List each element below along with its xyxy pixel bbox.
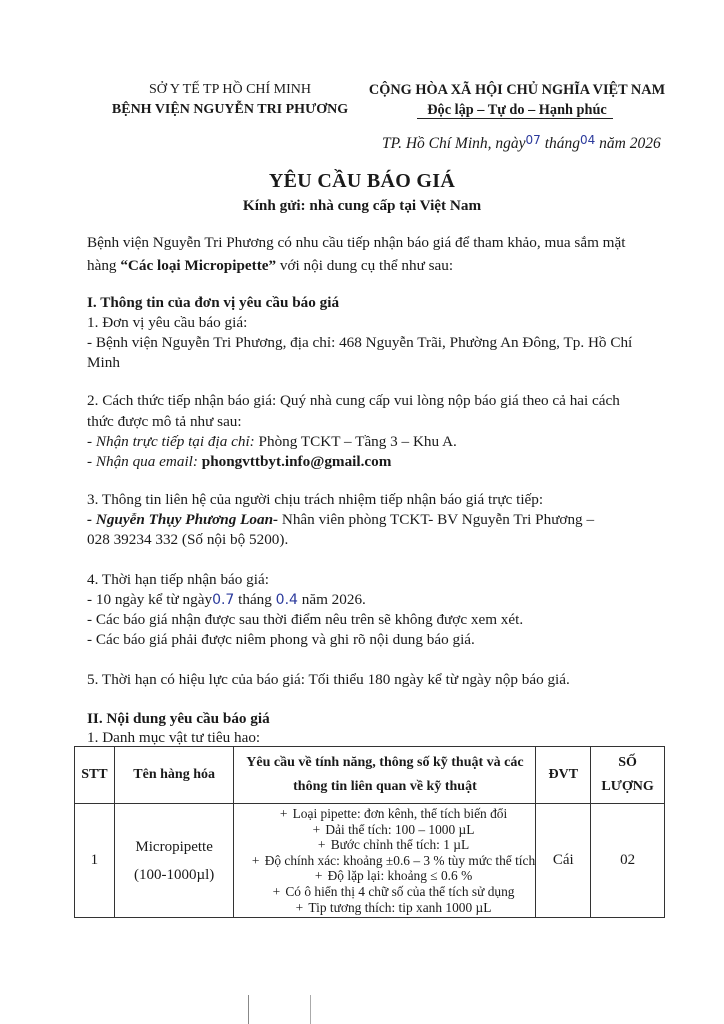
document-recipient: Kính gửi: nhà cung cấp tại Việt Nam: [242, 197, 482, 214]
cell-specs: [234, 804, 536, 918]
item-2-email: - Nhận qua email: phongvttbyt.info@gmail.com: [87, 453, 392, 470]
item-3-phone: 028 39234 332 (Số nội bộ 5200).: [87, 531, 289, 548]
issuer-block: [95, 80, 365, 120]
country-name: CỘNG HÒA XÃ HỘI CHỦ NGHĨA VIỆT NAM: [368, 82, 666, 98]
cell-unit: Cái: [536, 804, 591, 918]
table-row: [75, 804, 665, 918]
national-motto: Độc lập – Tự do – Hạnh phúc: [427, 102, 607, 118]
header-unit: ĐVT: [536, 747, 591, 804]
item-2-line-1: 2. Cách thức tiếp nhận báo giá: Quý nhà cung cấp vui lòng nộp báo giá theo cả hai cách: [87, 392, 620, 409]
handwritten-day: 07: [525, 133, 541, 147]
handwritten-deadline-day: 0.7: [212, 592, 235, 608]
spec-item: + Loại pipette: đơn kênh, thể tích biến đổi: [279, 806, 508, 821]
spec-item: + Có ô hiển thị 4 chữ số của thể tích sử dụng: [272, 883, 515, 899]
email-link[interactable]: phongvttbyt.info@gmail.com: [201, 453, 392, 470]
header-stt: STT: [75, 747, 115, 804]
table-header-row: [75, 747, 665, 804]
section-2-item-1-title: 1. Danh mục vật tư tiêu hao:: [87, 729, 261, 746]
national-header: [362, 80, 672, 120]
handwritten-deadline-month: 0.4: [275, 592, 298, 608]
hospital-name: BỆNH VIỆN NGUYỄN TRI PHƯƠNG: [111, 102, 349, 117]
spec-item: + Độ lặp lại: khoảng ≤ 0.6 %: [314, 868, 473, 884]
contact-name: - Nguyễn Thụy Phương Loan-: [87, 511, 279, 528]
spec-item: + Bước chỉnh thể tích: 1 µL: [317, 837, 470, 853]
item-3-contact: - Nguyễn Thụy Phương Loan- Nhân viên phòng TCKT- BV Nguyễn Tri Phương –: [87, 511, 595, 528]
scan-mark: [310, 995, 311, 1024]
section-2-heading: II. Nội dung yêu cầu báo giá: [87, 710, 270, 727]
document-title: YÊU CẦU BÁO GIÁ: [268, 170, 456, 192]
intro-line-1: Bệnh viện Nguyễn Tri Phương có nhu cầu tiếp nhận báo giá để tham khảo, mua sắm mặt: [87, 234, 626, 251]
item-5-validity: 5. Thời hạn có hiệu lực của báo giá: Tối thiểu 180 ngày kể từ ngày nộp báo giá.: [87, 671, 570, 688]
cell-name: Micropipette (100-1000µl): [114, 804, 234, 918]
items-table: [74, 746, 665, 918]
item-2-direct: - Nhận trực tiếp tại địa chỉ: Phòng TCKT – Tầng 3 – Khu A.: [87, 433, 457, 450]
product-category: “Các loại Micropipette”: [120, 257, 277, 274]
scan-mark: [248, 995, 249, 1024]
item-3-title: 3. Thông tin liên hệ của người chịu trách nhiệm tiếp nhận báo giá trực tiếp:: [87, 491, 544, 508]
item-4-note-2: - Các báo giá phải được niêm phong và ghi rõ nội dung báo giá.: [87, 631, 475, 648]
item-1-address: - Bệnh viện Nguyễn Tri Phương, địa chỉ: 468 Nguyễn Trãi, Phường An Đông, Tp. Hồ Chí: [87, 334, 633, 351]
department-name: SỞ Y TẾ TP HỒ CHÍ MINH: [148, 82, 312, 97]
item-1-title: 1. Đơn vị yêu cầu báo giá:: [87, 314, 248, 331]
handwritten-month: 04: [580, 133, 596, 147]
motto-underline: [417, 118, 613, 119]
spec-item: + Độ chính xác: khoảng ±0.6 – 3 % tùy mức thể tích: [251, 852, 536, 868]
item-4-note-1: - Các báo giá nhận được sau thời điểm nêu trên sẽ không được xem xét.: [87, 611, 524, 628]
section-1-heading: I. Thông tin của đơn vị yêu cầu báo giá: [87, 294, 340, 311]
spec-item: + Dải thể tích: 100 – 1000 µL: [312, 821, 475, 837]
cell-qty: 02: [591, 804, 665, 918]
intro-line-2: hàng “Các loại Micropipette” với nội dung cụ thể như sau:: [87, 257, 454, 274]
spec-item: + Tip tương thích: tip xanh 1000 µL: [295, 899, 492, 915]
header-name: Tên hàng hóa: [114, 747, 234, 804]
header-qty: SỐ LƯỢNG: [591, 747, 665, 804]
item-1-address-cont: Minh: [87, 354, 120, 371]
item-2-line-2: thức được mô tả như sau:: [87, 413, 242, 430]
item-4-title: 4. Thời hạn tiếp nhận báo giá:: [87, 571, 269, 588]
header-spec: Yêu cầu về tính năng, thông số kỹ thuật và các thông tin liên quan về kỹ thuật: [234, 747, 536, 804]
item-4-deadline: - 10 ngày kể từ ngày0.7 tháng 0.4 năm 2026.: [87, 591, 366, 608]
date-line: TP. Hồ Chí Minh, ngày$^{07}$ tháng$^{04}$ năm 2026: [382, 133, 661, 152]
cell-stt: 1: [75, 804, 115, 918]
